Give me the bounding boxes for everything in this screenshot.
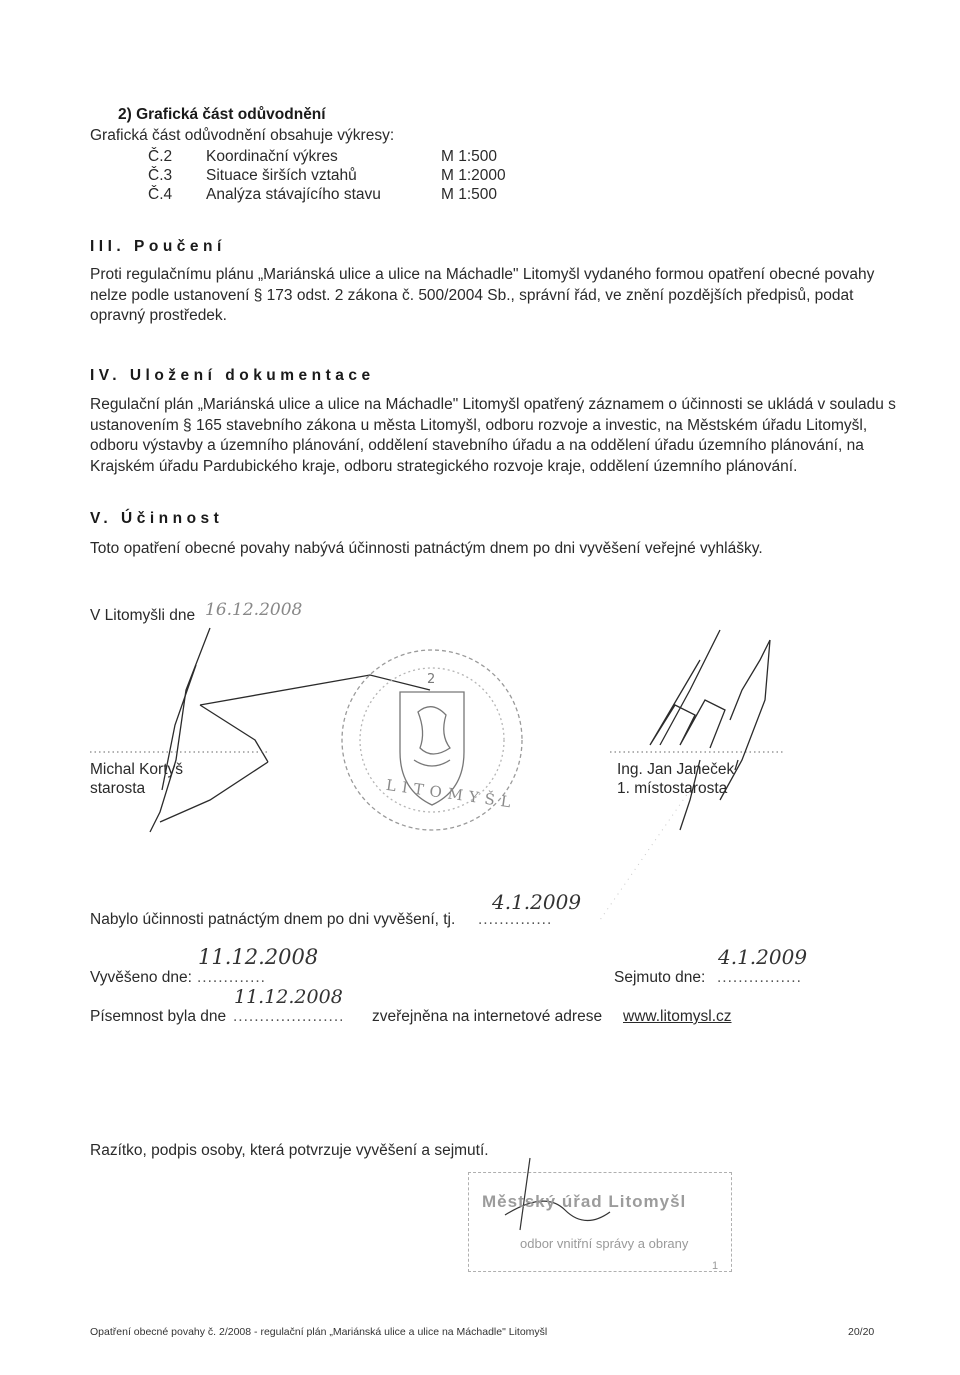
section-5-text: Toto opatření obecné povahy nabývá účinnosti patnáctým dnem po dni vyvěšení veřejné vyhlášky. — [90, 540, 763, 557]
published-url-link[interactable]: www.litomysl.cz — [623, 1008, 732, 1025]
drawing-scale: M 1:500 — [441, 186, 498, 203]
section-3-text: Proti regulačnímu plánu „Mariánská ulice a ulice na Máchadle" Litomyšl vydaného formou opatření obecné povahy nelze podle ustanovení § 173 odst. 2 zákona č. 500/2004 Sb., správní řád, ve znění pozdějších předpisů, podat opravný prostředek. — [90, 266, 875, 324]
section-4-heading: IV. Uložení dokumentace — [90, 367, 375, 384]
published-mid-text: zveřejněna na internetové adrese — [372, 1008, 603, 1025]
confirmation-label: Razítko, podpis osoby, která potvrzuje vyvěšení a sejmutí. — [90, 1142, 489, 1159]
published-label: Písemnost byla dne — [90, 1008, 227, 1025]
stamp-line-1: Městský úřad Litomyšl — [482, 1192, 687, 1211]
posted-date-label: Vyvěšeno dne: — [90, 969, 192, 986]
drawing-name: Analýza stávajícího stavu — [206, 186, 381, 203]
section-2-intro: Grafická část odůvodnění obsahuje výkresy: — [90, 127, 395, 144]
removed-date-handwritten: 4.1.2009 — [718, 945, 808, 969]
section-2-heading: 2) Grafická část odůvodnění — [118, 106, 326, 123]
drawing-num: Č.4 — [148, 186, 173, 203]
posted-date-dots: ............. — [197, 969, 266, 986]
footer-document-title: Opatření obecné povahy č. 2/2008 - regulační plán „Mariánská ulice a ulice na Máchadle" Litomyšl — [90, 1326, 548, 1338]
drawing-name: Koordinační výkres — [206, 148, 338, 165]
stamp-number: 1 — [712, 1260, 719, 1272]
removed-date-label: Sejmuto dne: — [614, 969, 706, 986]
effective-date-dots: .............. — [478, 911, 553, 928]
drawing-num: Č.2 — [148, 148, 173, 165]
right-signatory-name: Ing. Jan Janeček — [617, 761, 735, 778]
section-4-text: Regulační plán „Mariánská ulice a ulice na Máchadle" Litomyšl opatřený záznamem o účinnosti se ukládá v souladu s ustanovením § 165 stavebního zákona u města Litomyšl, odboru rozvoje a investic, na Městském úřadu Litomyšl, odboru výstavby a územního plánování, oddělení stavebního úřadu a na oddělení úřadu územního plánování, na Krajském úřadu Pardubického kraje, odboru strategického rozvoje kraje, oddělení územního plánování. — [90, 396, 896, 475]
svg-text:LITOMYŠL: LITOMYŠL — [384, 775, 518, 813]
effective-date-handwritten: 4.1.2009 — [492, 890, 582, 914]
signing-place-label: V Litomyšli dne — [90, 607, 196, 624]
left-signatory-role: starosta — [90, 780, 146, 797]
svg-text:2: 2 — [427, 672, 436, 687]
footer-page-number: 20/20 — [848, 1326, 875, 1338]
right-signatory-role: 1. místostarosta — [617, 780, 728, 797]
posted-date-handwritten: 11.12.2008 — [198, 945, 319, 969]
drawing-num: Č.3 — [148, 167, 173, 184]
drawing-scale: M 1:2000 — [441, 167, 506, 184]
drawing-name: Situace širších vztahů — [206, 167, 357, 184]
removed-date-dots: ................ — [717, 969, 802, 986]
drawing-scale: M 1:500 — [441, 148, 498, 165]
published-date-handwritten: 11.12.2008 — [234, 986, 343, 1008]
published-date-dots: ..................... — [233, 1008, 345, 1025]
effective-date-label: Nabylo účinnosti patnáctým dnem po dni vyvěšení, tj. — [90, 911, 456, 928]
signing-date-handwritten: 16.12.2008 — [205, 600, 303, 620]
stamp-line-2: odbor vnitřní správy a obrany — [520, 1236, 689, 1251]
section-3-heading: III. Poučení — [90, 238, 226, 255]
left-signatory-name: Michal Kortyš — [90, 761, 184, 778]
section-5-heading: V. Účinnost — [90, 510, 224, 527]
